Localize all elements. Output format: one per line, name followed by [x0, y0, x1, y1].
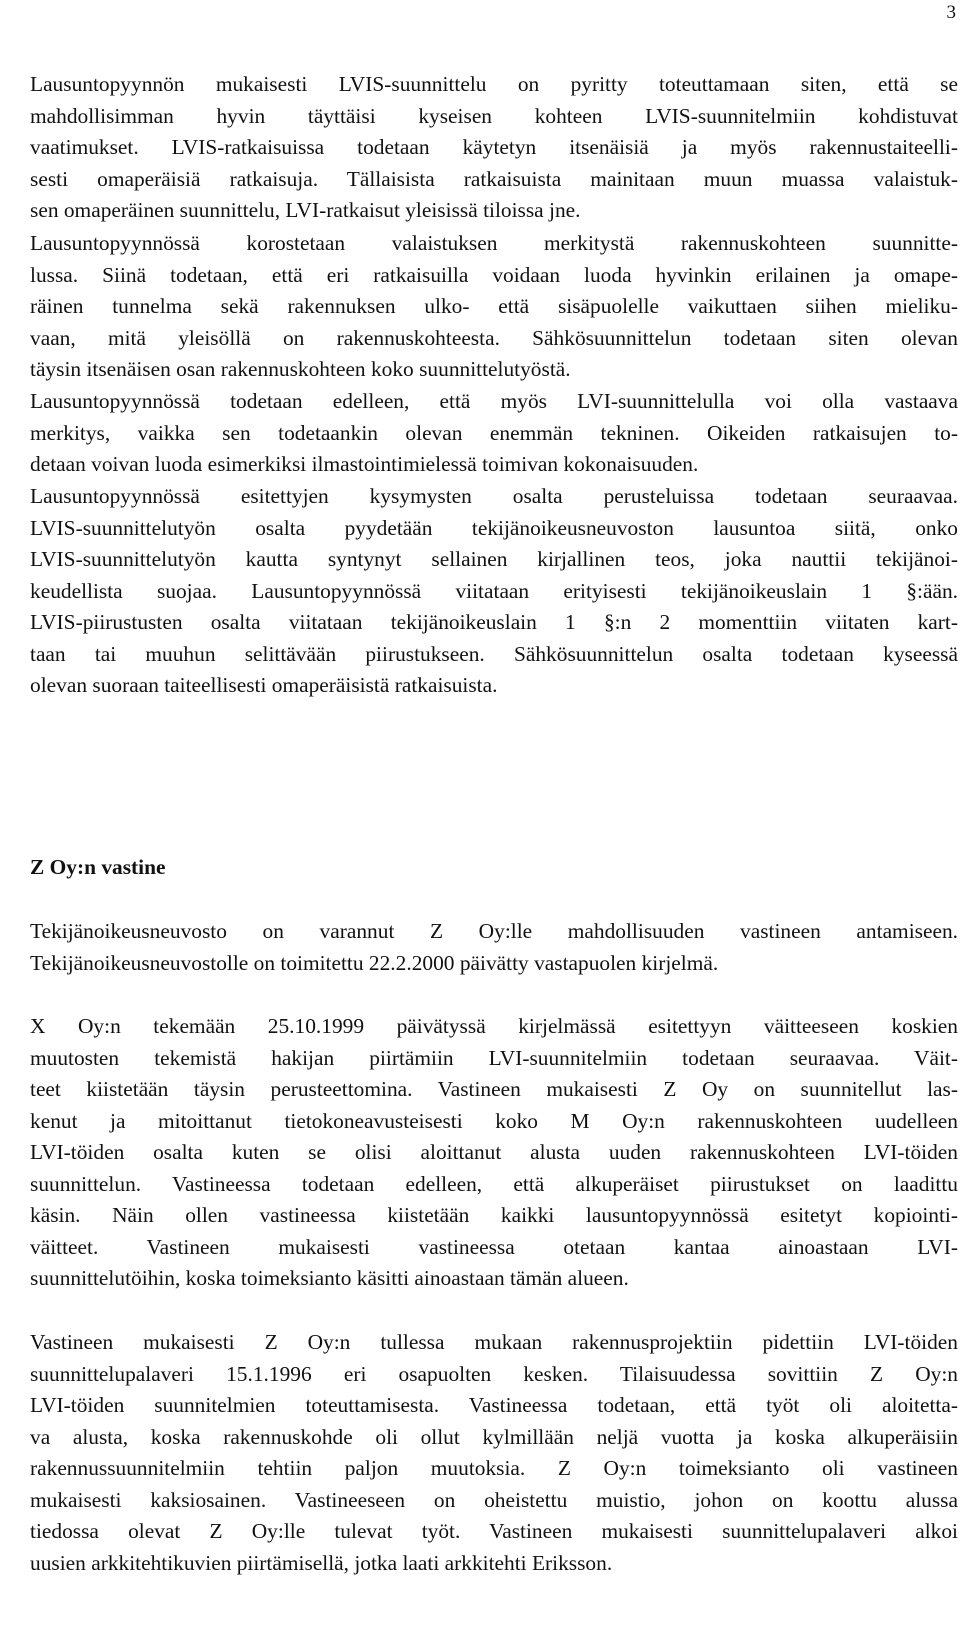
text-line: rakennussuunnitelmiin tehtiin paljon muutoksia. Z Oy:n toimeksianto oli vastineen: [30, 1456, 958, 1480]
text-line: väitteet. Vastineen mukaisesti vastineessa otetaan kantaa ainoastaan LVI-: [30, 1234, 958, 1259]
text-line: X Oy:n tekemään 25.10.1999 päivätyssä kirjelmässä esitettyyn väitteeseen koskien: [30, 1014, 958, 1038]
text-line: olevan suoraan taiteellisesti omaperäisistä ratkaisuista.: [30, 673, 498, 697]
text-line: sen omaperäinen suunnittelu, LVI-ratkaisut yleisissä tiloissa jne.: [30, 198, 581, 222]
text-line: Lausuntopyynnössä esitettyjen kysymysten osalta perusteluissa todetaan seuraavaa.: [30, 484, 958, 508]
paragraph-7: [30, 1327, 958, 1579]
text-line: kenut ja mitoittanut tietokoneavusteisesti koko M Oy:n rakennuskohteen uudelleen: [30, 1108, 958, 1133]
text-line: täysin itsenäisen osan rakennuskohteen koko suunnittelutyöstä.: [30, 357, 571, 381]
text-line: LVIS-suunnittelutyön kautta syntynyt sellainen kirjallinen teos, joka nauttii tekijänoi-: [30, 547, 958, 571]
text-line: Tekijänoikeusneuvosto on varannut Z Oy:lle mahdollisuuden vastineen antamiseen.: [30, 919, 958, 943]
text-line: uusien arkkitehtikuvien piirtämisellä, jotka laati arkkitehti Eriksson.: [30, 1550, 613, 1575]
text-line: Lausuntopyynnössä todetaan edelleen, että myös LVI-suunnittelulla voi olla vastaava: [30, 389, 958, 413]
paragraph-1: [30, 69, 958, 227]
text-line: Lausuntopyynnössä korostetaan valaistuksen merkitystä rakennuskohteen suunnitte-: [30, 231, 958, 255]
text-line: detaan voivan luoda esimerkiksi ilmastointimielessä toimivan kokonaisuuden.: [30, 452, 699, 476]
text-line: suunnittelun. Vastineessa todetaan edelleen, että alkuperäiset piirustukset on laadittu: [30, 1171, 958, 1196]
text-line: vaatimukset. LVIS-ratkaisuissa todetaan käytetyn itsenäisiä ja myös rakennustaiteelli-: [30, 135, 958, 159]
text-line: LVIS-suunnittelutyön osalta pyydetään tekijänoikeusneuvoston lausuntoa siitä, onko: [30, 515, 958, 540]
text-line: mahdollisimman hyvin täyttäisi kyseisen kohteen LVIS-suunnitelmiin kohdistuvat: [30, 103, 958, 128]
text-line: LVIS-piirustusten osalta viitataan tekijänoikeuslain 1 §:n 2 momenttiin viitaten kart-: [30, 610, 958, 634]
text-line: keudellista suojaa. Lausuntopyynnössä viitataan erityisesti tekijänoikeuslain 1 §:ään.: [30, 578, 958, 603]
section-heading: Z Oy:n vastine: [30, 855, 166, 879]
paragraph-6: [30, 1011, 958, 1295]
paragraph-3: [30, 386, 958, 481]
text-line: käsin. Näin ollen vastineessa kiistetään kaikki lausuntopyynnössä esitetyt kopiointi-: [30, 1203, 958, 1227]
paragraph-5: [30, 916, 958, 979]
text-line: sesti omaperäisiä ratkaisuja. Tällaisista ratkaisuista mainitaan muun muassa valaistuk-: [30, 166, 958, 191]
text-line: LVI-töiden suunnitelmien toteuttamisesta. Vastineessa todetaan, että työt oli aloitetta-: [30, 1393, 958, 1417]
text-line: muutosten tekemistä hakijan piirtämiin LVI-suunnitelmiin todetaan seuraavaa. Väit-: [30, 1045, 958, 1070]
text-line: vaan, mitä yleisöllä on rakennuskohteesta. Sähkösuunnittelun todetaan siten olevan: [30, 325, 958, 350]
text-line: Tekijänoikeusneuvostolle on toimitettu 22.2.2000 päivätty vastapuolen kirjelmä.: [30, 950, 719, 975]
text-line: teet kiistetään täysin perusteettomina. Vastineen mukaisesti Z Oy on suunnitellut las-: [30, 1077, 958, 1101]
page-number: 3: [946, 2, 956, 23]
text-line: Vastineen mukaisesti Z Oy:n tullessa mukaan rakennusprojektiin pidettiin LVI-töiden: [30, 1330, 958, 1354]
text-line: LVI-töiden osalta kuten se olisi aloittanut alusta uuden rakennuskohteen LVI-töiden: [30, 1140, 958, 1164]
text-line: merkitys, vaikka sen todetaankin olevan enemmän tekninen. Oikeiden ratkaisujen to-: [30, 420, 958, 445]
text-line: tiedossa olevat Z Oy:lle tulevat työt. Vastineen mukaisesti suunnittelupalaveri alkoi: [30, 1519, 958, 1543]
text-line: va alusta, koska rakennuskohde oli ollut kylmillään neljä vuotta ja koska alkuperäisiin: [30, 1424, 958, 1449]
text-line: räinen tunnelma sekä rakennuksen ulko- että sisäpuolelle vaikuttaen siihen mieliku-: [30, 294, 958, 318]
paragraph-2: [30, 228, 958, 386]
paragraph-4: [30, 481, 958, 702]
text-line: mukaisesti kaksiosainen. Vastineeseen on oheistettu muistio, johon on koottu alussa: [30, 1487, 958, 1512]
text-line: lussa. Siinä todetaan, että eri ratkaisuilla voidaan luoda hyvinkin erilainen ja omape-: [30, 262, 958, 287]
text-line: suunnittelutöihin, koska toimeksianto käsitti ainoastaan tämän alueen.: [30, 1266, 629, 1290]
text-line: suunnittelupalaveri 15.1.1996 eri osapuolten kesken. Tilaisuudessa sovittiin Z Oy:n: [30, 1361, 958, 1386]
text-line: taan tai muuhun selittävään piirustukseen. Sähkösuunnittelun osalta todetaan kyseessä: [30, 641, 958, 666]
text-line: Lausuntopyynnön mukaisesti LVIS-suunnittelu on pyritty toteuttamaan siten, että se: [30, 72, 958, 96]
